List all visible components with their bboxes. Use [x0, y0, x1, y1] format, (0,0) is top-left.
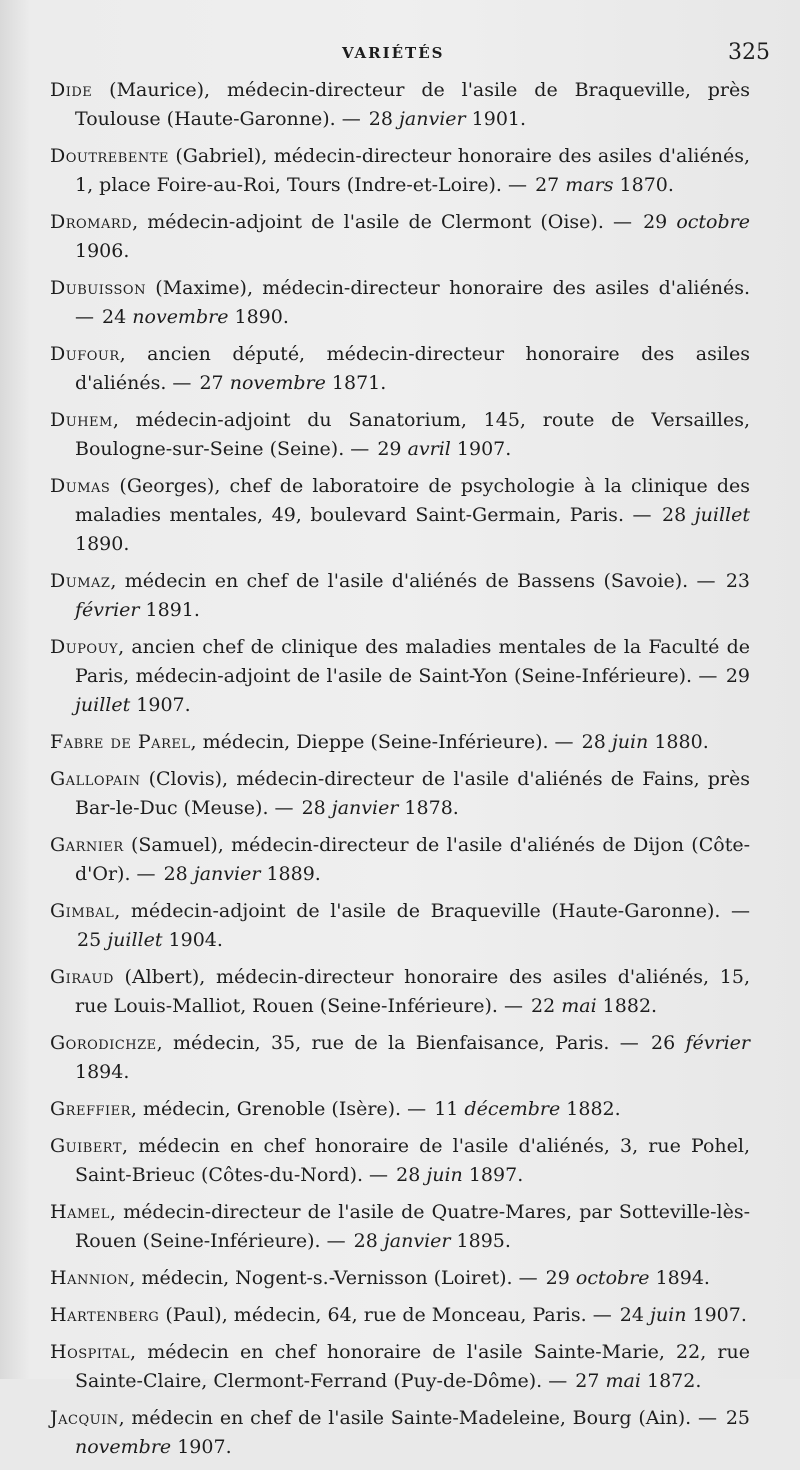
entry-year: 1906.	[75, 240, 130, 262]
entry-day: 29	[377, 438, 402, 460]
entry-greffier	[50, 1095, 750, 1124]
entry-month: mars	[565, 174, 614, 196]
entry-name: Dide	[50, 79, 93, 101]
entry-body: , médecin, Dieppe (Seine-Inférieure). —	[190, 731, 580, 753]
entry-jacquin	[50, 1404, 750, 1462]
entry-year: 1894.	[75, 1061, 130, 1083]
entry-body: (Samuel), médecin-directeur de l'asile d'aliénés de Dijon (Côte-d'Or). —	[75, 834, 750, 885]
entry-garnier	[50, 831, 750, 889]
entry-day: 22	[530, 995, 556, 1017]
entry-name: Giraud	[50, 966, 114, 988]
entry-month: octobre	[575, 1267, 650, 1289]
entry-name: Guibert	[50, 1135, 123, 1157]
entry-body: (Paul), médecin, 64, rue de Monceau, Paris. —	[159, 1304, 618, 1326]
entry-name: Gimbal	[50, 900, 115, 922]
entry-year: 1872.	[640, 1370, 702, 1392]
entry-year: 1895.	[450, 1230, 511, 1252]
entry-name: Dumaz	[50, 570, 111, 592]
entry-year: 1880.	[648, 731, 709, 753]
entry-name: Hartenberg	[50, 1304, 160, 1326]
entry-name: Gallopain	[50, 768, 141, 790]
entry-day: 11	[434, 1098, 459, 1120]
entry-year: 1889.	[260, 863, 321, 885]
entry-body: , médecin en chef de l'asile Sainte-Madeleine, Bourg (Ain). —	[118, 1407, 724, 1429]
entry-body: , médecin en chef honoraire de l'asile d'aliénés, 3, rue Pohel, Saint-Brieuc (Côtes-du-Nord). —	[75, 1135, 750, 1186]
entry-month: mai	[561, 995, 597, 1017]
entry-day: 29	[725, 665, 750, 687]
entry-month: novembre	[132, 306, 229, 328]
entry-body: (Gabriel), médecin-directeur honoraire des asiles d'aliénés, 1, place Foire-au-Roi, Tours (Indre-et-Loire). —	[75, 145, 750, 196]
entry-day: 25	[77, 929, 102, 951]
entry-body: , médecin-adjoint de l'asile de Braqueville (Haute-Garonne). —	[114, 900, 750, 922]
entry-year: 1904.	[162, 929, 223, 951]
entry-day: 28	[163, 863, 188, 885]
entry-name: Duhem	[50, 409, 113, 431]
entry-year: 1882.	[596, 995, 658, 1017]
entry-dumas	[50, 472, 750, 559]
entry-day: 28	[301, 797, 326, 819]
entry-hamel	[50, 1198, 750, 1256]
entry-body: , médecin, Nogent-s.-Vernisson (Loiret). —	[129, 1267, 544, 1289]
running-title: VARIÉTÉS	[342, 44, 445, 62]
entry-body: , médecin en chef honoraire de l'asile Sainte-Marie, 22, rue Sainte-Claire, Clermont-Ferrand (Puy-de-Dôme). —	[75, 1341, 750, 1392]
entry-body: , médecin en chef de l'asile d'aliénés de Bassens (Savoie). —	[110, 570, 724, 592]
entry-month: novembre	[75, 1436, 172, 1458]
entry-year: 1907.	[686, 1304, 747, 1326]
entry-name: Greffier	[50, 1098, 131, 1120]
page-header	[0, 40, 800, 70]
entry-year: 1890.	[75, 533, 130, 555]
entry-month: février	[75, 599, 140, 621]
entry-dromard	[50, 208, 750, 266]
entry-year: 1871.	[325, 372, 387, 394]
entry-month: octobre	[676, 211, 750, 233]
entry-year: 1891.	[139, 599, 200, 621]
entry-month: janvier	[331, 797, 399, 819]
entry-name: Jacquin	[50, 1407, 119, 1429]
entry-month: juin	[649, 1304, 687, 1326]
entry-month: juillet	[75, 694, 131, 716]
entry-duhem	[50, 406, 750, 464]
entry-month: juin	[611, 731, 649, 753]
entry-day: 28	[581, 731, 606, 753]
entry-name: Dupouy	[50, 636, 119, 658]
entry-month: janvier	[383, 1230, 451, 1252]
entry-dupouy	[50, 633, 750, 720]
entry-hospital	[50, 1338, 750, 1396]
entry-name: Dromard	[50, 211, 133, 233]
entry-hartenberg	[50, 1301, 750, 1330]
entry-dumaz	[50, 567, 750, 625]
entry-year: 1890.	[228, 306, 289, 328]
entry-dubuisson	[50, 274, 750, 332]
entry-year: 1897.	[462, 1164, 524, 1186]
entry-name: Dumas	[50, 475, 111, 497]
entry-list	[50, 76, 750, 1470]
entry-name: Garnier	[50, 834, 124, 856]
entry-year: 1907.	[171, 1436, 232, 1458]
entry-day: 28	[662, 504, 687, 526]
entry-name: Hospital	[50, 1341, 130, 1363]
entry-gallopain	[50, 765, 750, 823]
entry-year: 1882.	[560, 1098, 621, 1120]
entry-body: (Albert), médecin-directeur honoraire des asiles d'aliénés, 15, rue Louis-Malliot, Rouen (Seine-Inférieure). —	[75, 966, 750, 1017]
entry-month: janvier	[399, 108, 466, 130]
entry-day: 27	[199, 372, 224, 394]
entry-day: 24	[619, 1304, 644, 1326]
entry-month: novembre	[229, 372, 326, 394]
entry-day: 27	[575, 1370, 600, 1392]
entry-name: Hamel	[50, 1201, 110, 1223]
entry-year: 1870.	[613, 174, 674, 196]
entry-day: 28	[368, 108, 393, 130]
entry-body: , médecin, Grenoble (Isère). —	[130, 1098, 433, 1120]
entry-day: 23	[725, 570, 750, 592]
page-number: 325	[728, 40, 770, 65]
entry-name: Dufour	[50, 343, 120, 365]
entry-month: juillet	[694, 504, 750, 526]
entry-fabre-de-parel	[50, 728, 750, 757]
entry-year: 1907.	[450, 438, 512, 460]
entry-year: 1901.	[465, 108, 527, 130]
entry-month: juillet	[107, 929, 163, 951]
entry-year: 1907.	[130, 694, 191, 716]
entry-month: décembre	[464, 1098, 561, 1120]
entry-body: , ancien chef de clinique des maladies mentales de la Faculté de Paris, médecin-adjoint de l'asile de Saint-Yon (Seine-Inférieure). —	[75, 636, 750, 687]
entry-dufour	[50, 340, 750, 398]
entry-name: Fabre de Parel	[50, 731, 191, 753]
entry-hannion	[50, 1264, 750, 1293]
entry-year: 1878.	[398, 797, 459, 819]
entry-day: 28	[396, 1164, 421, 1186]
entry-gorodichze	[50, 1029, 750, 1087]
entry-day: 27	[535, 174, 560, 196]
entry-day: 24	[102, 306, 127, 328]
entry-month: juin	[426, 1164, 463, 1186]
entry-month: février	[685, 1032, 750, 1054]
entry-day: 26	[651, 1032, 676, 1054]
entry-name: Doutrebente	[50, 145, 169, 167]
entry-body: (Maxime), médecin-directeur honoraire des asiles d'aliénés. —	[75, 277, 750, 328]
entry-name: Dubuisson	[50, 277, 146, 299]
entry-name: Gorodichze	[50, 1032, 157, 1054]
entry-day: 29	[545, 1267, 570, 1289]
entry-month: avril	[407, 438, 451, 460]
entry-day: 28	[353, 1230, 378, 1252]
entry-body: , médecin, 35, rue de la Bienfaisance, Paris. —	[156, 1032, 650, 1054]
entry-name: Hannion	[50, 1267, 130, 1289]
entry-month: janvier	[193, 863, 261, 885]
entry-body: (Georges), chef de laboratoire de psychologie à la clinique des maladies mentales, 49, boulevard Saint-Germain, Paris. —	[75, 475, 750, 526]
entry-body: , médecin-adjoint du Sanatorium, 145, route de Versailles, Boulogne-sur-Seine (Seine). —	[75, 409, 750, 460]
entry-body: (Maurice), médecin-directeur de l'asile de Braqueville, près Toulouse (Haute-Garonne). —	[75, 79, 750, 130]
entry-body: , médecin-adjoint de l'asile de Clermont (Oise). —	[132, 211, 642, 233]
entry-doutrebente	[50, 142, 750, 200]
entry-giraud	[50, 963, 750, 1021]
entry-gimbal	[50, 897, 750, 955]
entry-guibert	[50, 1132, 750, 1190]
entry-day: 25	[725, 1407, 750, 1429]
entry-dide	[50, 76, 750, 134]
entry-day: 29	[643, 211, 668, 233]
entry-body: (Clovis), médecin-directeur de l'asile d'aliénés de Fains, près Bar-le-Duc (Meuse). —	[75, 768, 750, 819]
entry-body: , médecin-directeur de l'asile de Quatre-Mares, par Sotteville-lès-Rouen (Seine-Inférieure). —	[75, 1201, 750, 1252]
entry-month: mai	[605, 1370, 641, 1392]
entry-body: , ancien député, médecin-directeur honoraire des asiles d'aliénés. —	[75, 343, 750, 394]
entry-year: 1894.	[649, 1267, 710, 1289]
